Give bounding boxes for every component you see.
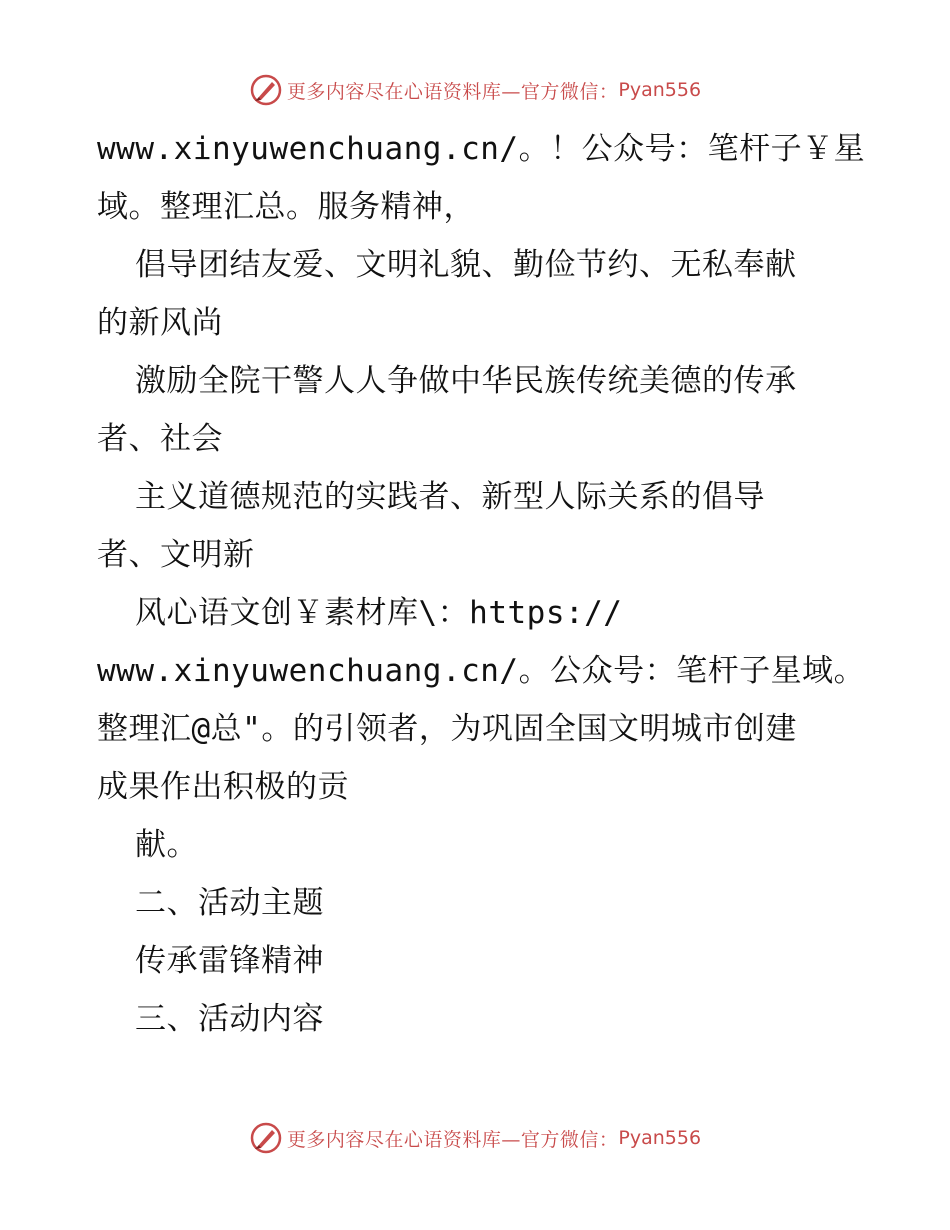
body-line: www.xinyuwenchuang.cn/。！公众号：笔杆子￥星	[97, 131, 866, 167]
body-line: 的新风尚	[97, 305, 223, 341]
body-line: www.xinyuwenchuang.cn/。公众号：笔杆子星域。	[97, 653, 866, 689]
document-body	[97, 120, 866, 1048]
header-banner-text: 更多内容尽在心语资料库—官方微信：	[286, 80, 619, 103]
body-line: 成果作出积极的贡	[97, 769, 349, 805]
body-line: 者、文明新	[97, 537, 255, 573]
footer-wechat-id: Pyan556	[618, 1127, 702, 1149]
section-heading: 三、活动内容	[135, 1001, 324, 1037]
body-line: 激励全院干警人人争做中华民族传统美德的传承	[135, 363, 797, 399]
body-line: 整理汇@总"。的引领者，为巩固全国文明城市创建	[97, 711, 797, 747]
body-line: 风心语文创￥素材库\：https://	[135, 595, 623, 631]
header-wechat-id: Pyan556	[618, 79, 702, 101]
section-heading: 二、活动主题	[135, 885, 324, 921]
pen-logo-icon	[249, 73, 283, 107]
header-banner	[0, 70, 950, 110]
body-line: 倡导团结友爱、文明礼貌、勤俭节约、无私奉献	[135, 247, 797, 283]
footer-banner-text: 更多内容尽在心语资料库—官方微信：	[286, 1128, 619, 1151]
footer-banner	[0, 1118, 950, 1158]
body-line: 域。整理汇总。服务精神，	[97, 189, 475, 225]
body-line: 献。	[135, 827, 198, 863]
body-line: 者、社会	[97, 421, 223, 457]
pen-logo-icon	[249, 1121, 283, 1155]
body-line: 传承雷锋精神	[135, 943, 324, 979]
body-line: 主义道德规范的实践者、新型人际关系的倡导	[135, 479, 765, 515]
